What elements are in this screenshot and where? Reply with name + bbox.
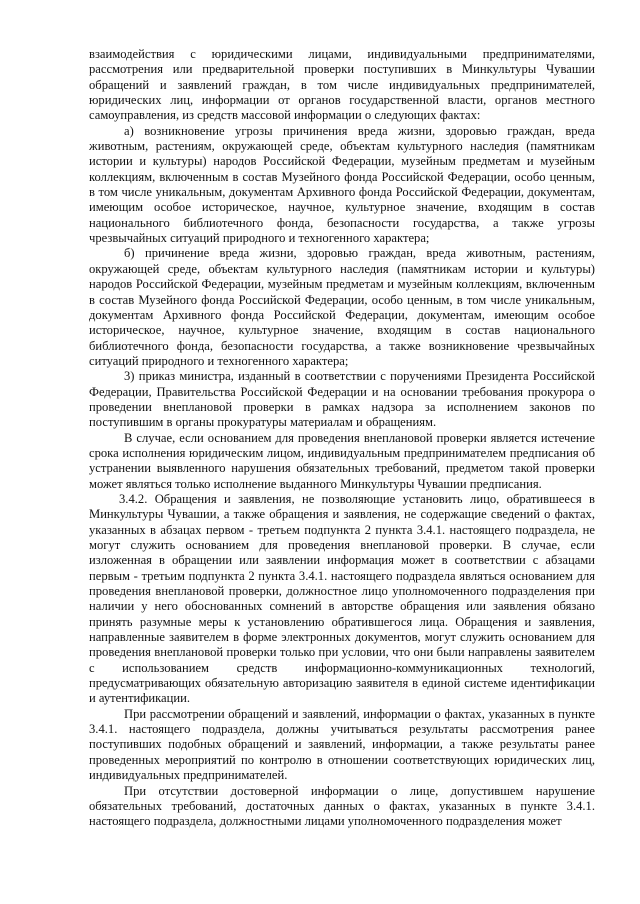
paragraph-item-b: б) причинение вреда жизни, здоровью граждан, вреда животным, растениям, окружающей среде, объектам культурного наследия (памятникам истории и культуры) народов Российской Федерации, музейным предметам и музейным коллекциям, включенным в состав Музейного фонда Российской Федерации, особо ценным, в том числе уникальным, документам Архивного фонда Российской Федерации, документам, имеющим особое историческое, научное, культурное значение, входящим в состав национального библиотечного фонда, безопасности государства, а также возникновение чрезвычайных ситуаций природного и техногенного характера; <box>89 246 595 368</box>
paragraph-expiry-case: В случае, если основанием для проведения внеплановой проверки является истечение срока исполнения юридическим лицом, индивидуальным предпринимателем предписания об устранении выявленного нарушения обязательных требований, предметом такой проверки может являться только исполнение выданного Минкультуры Чувашии предписания. <box>89 430 595 491</box>
paragraph-no-reliable-info: При отсутствии достоверной информации о лице, допустившем нарушение обязательных требований, достаточных данных о фактах, указанных в пункте 3.4.1. настоящего подраздела, должностными лицами уполномоченного подразделения может <box>89 783 595 829</box>
document-page <box>89 47 595 830</box>
paragraph-item-a: а) возникновение угрозы причинения вреда жизни, здоровью граждан, вреда животным, растениям, окружающей среде, объектам культурного наследия (памятникам истории и культуры) народов Российской Федерации, музейным предметам и музейным коллекциям, включенным в состав Музейного фонда Российской Федерации, особо ценным, в том числе уникальным, документам Архивного фонда Российской Федерации, документам, имеющим особое историческое, научное, культурное значение, входящим в состав национального библиотечного фонда, безопасности государства, а также угрозы чрезвычайных ситуаций природного и техногенного характера; <box>89 123 595 246</box>
paragraph-section-3-4-2: 3.4.2. Обращения и заявления, не позволяющие установить лицо, обратившееся в Минкультуры Чувашии, а также обращения и заявления, не содержащие сведений о фактах, указанных в абзацах первом - третьем подпункта 2 пункта 3.4.1. настоящего подраздела, не могут служить основанием для проведения внеплановой проверки. В случае, если изложенная в обращении или заявлении информация может в соответствии с абзацами первым - третьим подпункта 2 пункта 3.4.1. настоящего подраздела являться основанием для проведения внеплановой проверки, должностное лицо уполномоченного подразделения при наличии у него обоснованных сомнений в авторстве обращения или заявления обязано принять разумные меры к установлению обратившегося лица. Обращения и заявления, направленные заявителем в форме электронных документов, могут служить основанием для проведения внеплановой проверки только при условии, что они были направлены заявителем с использованием средств информационно-коммуникационных технологий, предусматривающих обязательную авторизацию заявителя в единой системе идентификации и аутентификации. <box>89 491 595 706</box>
paragraph-review-results: При рассмотрении обращений и заявлений, информации о фактах, указанных в пункте 3.4.1. настоящего подраздела, должны учитываться результаты рассмотрения ранее поступивших подобных обращений и заявлений, информации, а также результаты ранее проведенных мероприятий по контролю в отношении соответствующих юридических лиц, индивидуальных предпринимателей. <box>89 706 595 783</box>
paragraph-continuation: взаимодействия с юридическими лицами, индивидуальными предпринимателями, рассмотрения или предварительной проверки поступивших в Минкультуры Чувашии обращений и заявлений граждан, в том числе индивидуальных предпринимателей, юридических лиц, информации от органов государственной власти, органов местного самоуправления, из средств массовой информации о следующих фактах: <box>89 47 595 123</box>
paragraph-item-3: 3) приказ министра, изданный в соответствии с поручениями Президента Российской Федерации, Правительства Российской Федерации и на основании требования прокурора о проведении внеплановой проверки в рамках надзора за исполнением законов по поступившим в органы прокуратуры материалам и обращениям. <box>89 369 595 430</box>
